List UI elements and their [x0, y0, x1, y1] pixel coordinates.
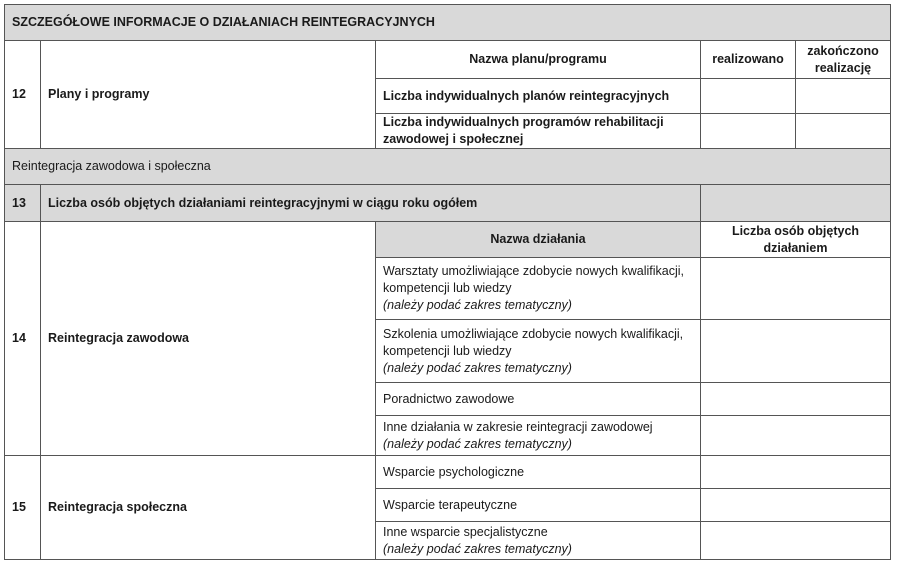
row-14-number: 14: [4, 221, 41, 456]
row-15-label: Reintegracja społeczna: [40, 455, 376, 560]
row-14-item-workshops-line2: kompetencji lub wiedzy: [383, 281, 512, 295]
table-title: SZCZEGÓŁOWE INFORMACJE O DZIAŁANIACH REINTEGRACYJNYCH: [4, 4, 891, 41]
row-13-value-field[interactable]: [700, 184, 891, 222]
section-title: Reintegracja zawodowa i społeczna: [4, 148, 891, 185]
row-15-item-therapeutic: Wsparcie terapeutyczne: [375, 488, 701, 522]
col-header-realized: realizowano: [700, 40, 796, 79]
row-12-item-programs-line2: zawodowej i społecznej: [383, 132, 524, 146]
row-14-item-other-note: (należy podać zakres tematyczny): [383, 436, 572, 451]
row-15-item-psychological-count-field[interactable]: [700, 455, 891, 489]
row-12-item-programs: [375, 113, 701, 149]
col-header-completed-line2: realizację: [814, 60, 872, 75]
row-12-item-plans-completed-field[interactable]: [795, 78, 891, 114]
row-12-number: 12: [4, 40, 41, 149]
row-15-number: 15: [4, 455, 41, 560]
col-header-plan-name: Nazwa planu/programu: [375, 40, 701, 79]
col-header-people-count-line1: Liczba osób objętych: [731, 223, 860, 238]
row-14-item-other: [375, 415, 701, 456]
row-14-item-other-line1: Inne działania w zakresie reintegracji zawodowej: [383, 419, 653, 434]
row-13-label: Liczba osób objętych działaniami reintegracyjnymi w ciągu roku ogółem: [40, 184, 701, 222]
row-14-item-workshops-line1: Warsztaty umożliwiające zdobycie nowych kwalifikacji,: [383, 264, 685, 278]
row-14-item-counseling-count-field[interactable]: [700, 382, 891, 416]
row-12-item-programs-realized-field[interactable]: [700, 113, 796, 149]
row-12-item-plans: Liczba indywidualnych planów reintegracyjnych: [375, 78, 701, 114]
row-14-item-trainings-count-field[interactable]: [700, 319, 891, 383]
row-15-item-psychological: Wsparcie psychologiczne: [375, 455, 701, 489]
row-15-item-other-specialist-count-field[interactable]: [700, 521, 891, 560]
col-header-completed-line1: zakończono: [807, 43, 879, 58]
row-12-item-programs-completed-field[interactable]: [795, 113, 891, 149]
row-14-item-trainings-note: (należy podać zakres tematyczny): [383, 360, 572, 375]
row-12-label: Plany i programy: [40, 40, 376, 149]
row-15-item-other-specialist-note: (należy podać zakres tematyczny): [383, 541, 572, 556]
row-14-item-trainings-line1: Szkolenia umożliwiające zdobycie nowych kwalifikacji,: [383, 326, 684, 341]
row-13-number: 13: [4, 184, 41, 222]
col-header-action-name: Nazwa działania: [375, 221, 701, 258]
row-15-item-other-specialist-line1: Inne wsparcie specjalistyczne: [383, 524, 548, 539]
row-14-item-trainings-line2: kompetencji lub wiedzy: [383, 343, 512, 358]
row-14-item-workshops-note: (należy podać zakres tematyczny): [383, 298, 572, 312]
row-15-item-other-specialist: [375, 521, 701, 560]
row-14-item-workshops-count-field[interactable]: [700, 257, 891, 320]
row-12-item-programs-line1: Liczba indywidualnych programów rehabilitacji: [383, 115, 664, 129]
row-14-item-other-count-field[interactable]: [700, 415, 891, 456]
row-15-item-therapeutic-count-field[interactable]: [700, 488, 891, 522]
row-14-item-counseling: Poradnictwo zawodowe: [375, 382, 701, 416]
col-header-people-count: [700, 221, 891, 258]
row-14-item-trainings: [375, 319, 701, 383]
col-header-completed: [795, 40, 891, 79]
row-14-label: Reintegracja zawodowa: [40, 221, 376, 456]
row-14-item-workshops: [375, 257, 701, 320]
col-header-people-count-line2: działaniem: [763, 240, 828, 255]
row-12-item-plans-realized-field[interactable]: [700, 78, 796, 114]
